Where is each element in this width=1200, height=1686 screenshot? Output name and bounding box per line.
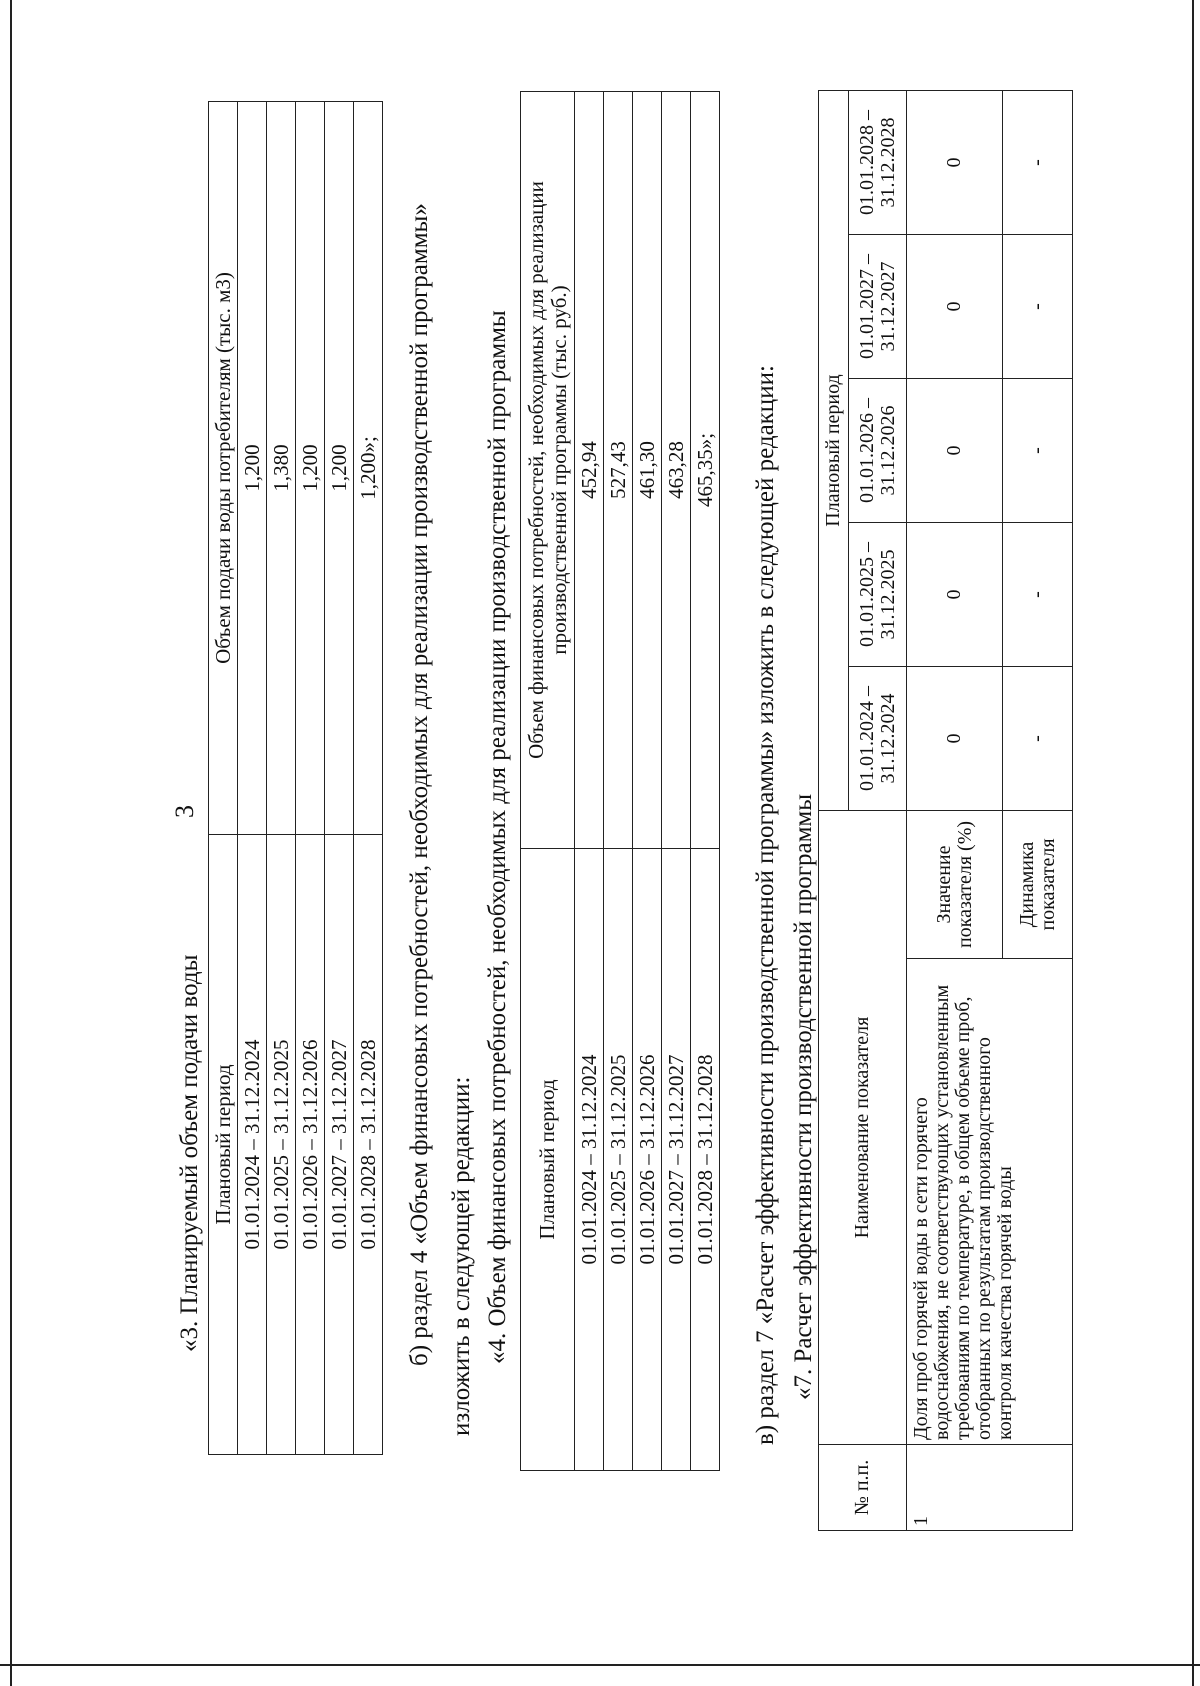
indicator-name: Доля проб горячей воды в сети горячего водоснабжения, не соответствующих установленным требованиям по температуре, в общем объеме проб, отобранных по результатам производственного контроля качества горячей воды [907, 959, 1073, 1445]
table-cell: 1,200 [296, 102, 325, 835]
period-header: 01.01.2028 – 31.12.2028 [849, 91, 907, 235]
table-header: Объем финансовых потребностей, необходимых для реализации производственной программы (тыс. руб.) [521, 92, 575, 849]
page-number: 3 [170, 805, 199, 818]
table-header: Плановый период [521, 849, 575, 1471]
column-header-planned-period: Плановый период [819, 91, 849, 811]
table-cell: 1,200»; [354, 102, 383, 835]
rotated-page-content [170, 86, 1059, 1552]
indicator-value: 0 [907, 379, 1003, 523]
indicator-dynamics: - [1003, 523, 1073, 667]
period-header: 01.01.2024 – 31.12.2024 [849, 667, 907, 811]
section7-title: «7. Расчет эффективности производственной программы [790, 793, 817, 1400]
water-supply-table [208, 101, 383, 1455]
table-cell: 01.01.2027 – 31.12.2027 [325, 835, 354, 1455]
indicator-value: 0 [907, 523, 1003, 667]
indicator-value: 0 [907, 667, 1003, 811]
table-cell: 465,35»; [691, 92, 720, 849]
column-header-number: № п.п. [819, 1445, 907, 1531]
indicator-dynamics-label: Динамика показателя [1003, 811, 1073, 959]
indicator-value-label: Значение показателя (%) [907, 811, 1003, 959]
row-number: 1 [907, 1445, 1073, 1531]
section4-title: «4. Объем финансовых потребностей, необходимых для реализации производственной программы [484, 310, 511, 1364]
scan-border-bottom [0, 1664, 1200, 1666]
section7-intro: в) раздел 7 «Расчет эффективности производственной программы» изложить в следующей редакции: [752, 365, 779, 1445]
column-header-indicator-name: Наименование показателя [819, 811, 907, 1445]
period-header: 01.01.2025 – 31.12.2025 [849, 523, 907, 667]
table-cell: 461,30 [633, 92, 662, 849]
indicator-dynamics: - [1003, 667, 1073, 811]
table-cell: 01.01.2027 – 31.12.2027 [662, 849, 691, 1471]
table-cell: 01.01.2025 – 31.12.2025 [267, 835, 296, 1455]
table-cell: 463,28 [662, 92, 691, 849]
indicator-value: 0 [907, 91, 1003, 235]
period-header: 01.01.2027 – 31.12.2027 [849, 235, 907, 379]
finance-needs-table [520, 91, 720, 1471]
scan-border-left [10, 0, 12, 1686]
indicator-dynamics: - [1003, 235, 1073, 379]
scan-border-right [1192, 0, 1194, 1686]
indicator-dynamics: - [1003, 91, 1073, 235]
period-header: 01.01.2026 – 31.12.2026 [849, 379, 907, 523]
table-cell: 01.01.2025 – 31.12.2025 [604, 849, 633, 1471]
table-header: Объем подачи воды потребителям (тыс. м3) [209, 102, 238, 835]
table-header: Плановый период [209, 835, 238, 1455]
efficiency-table [818, 90, 1073, 1531]
indicator-dynamics: - [1003, 379, 1073, 523]
section4-intro-line1: б) раздел 4 «Объем финансовых потребностей, необходимых для реализации производственной программы» [406, 203, 433, 1366]
table-cell: 01.01.2024 – 31.12.2024 [238, 835, 267, 1455]
table-cell: 1,200 [238, 102, 267, 835]
table-cell: 01.01.2028 – 31.12.2028 [354, 835, 383, 1455]
table-cell: 1,380 [267, 102, 296, 835]
indicator-value: 0 [907, 235, 1003, 379]
table-cell: 01.01.2028 – 31.12.2028 [691, 849, 720, 1471]
table-cell: 01.01.2026 – 31.12.2026 [296, 835, 325, 1455]
table-cell: 01.01.2024 – 31.12.2024 [575, 849, 604, 1471]
table-cell: 1,200 [325, 102, 354, 835]
section3-title: «3. Планируемый объем подачи воды [176, 954, 203, 1352]
table-cell: 452,94 [575, 92, 604, 849]
table-cell: 01.01.2026 – 31.12.2026 [633, 849, 662, 1471]
table-cell: 527,43 [604, 92, 633, 849]
section4-intro-line2: изложить в следующей редакции: [448, 1076, 475, 1436]
